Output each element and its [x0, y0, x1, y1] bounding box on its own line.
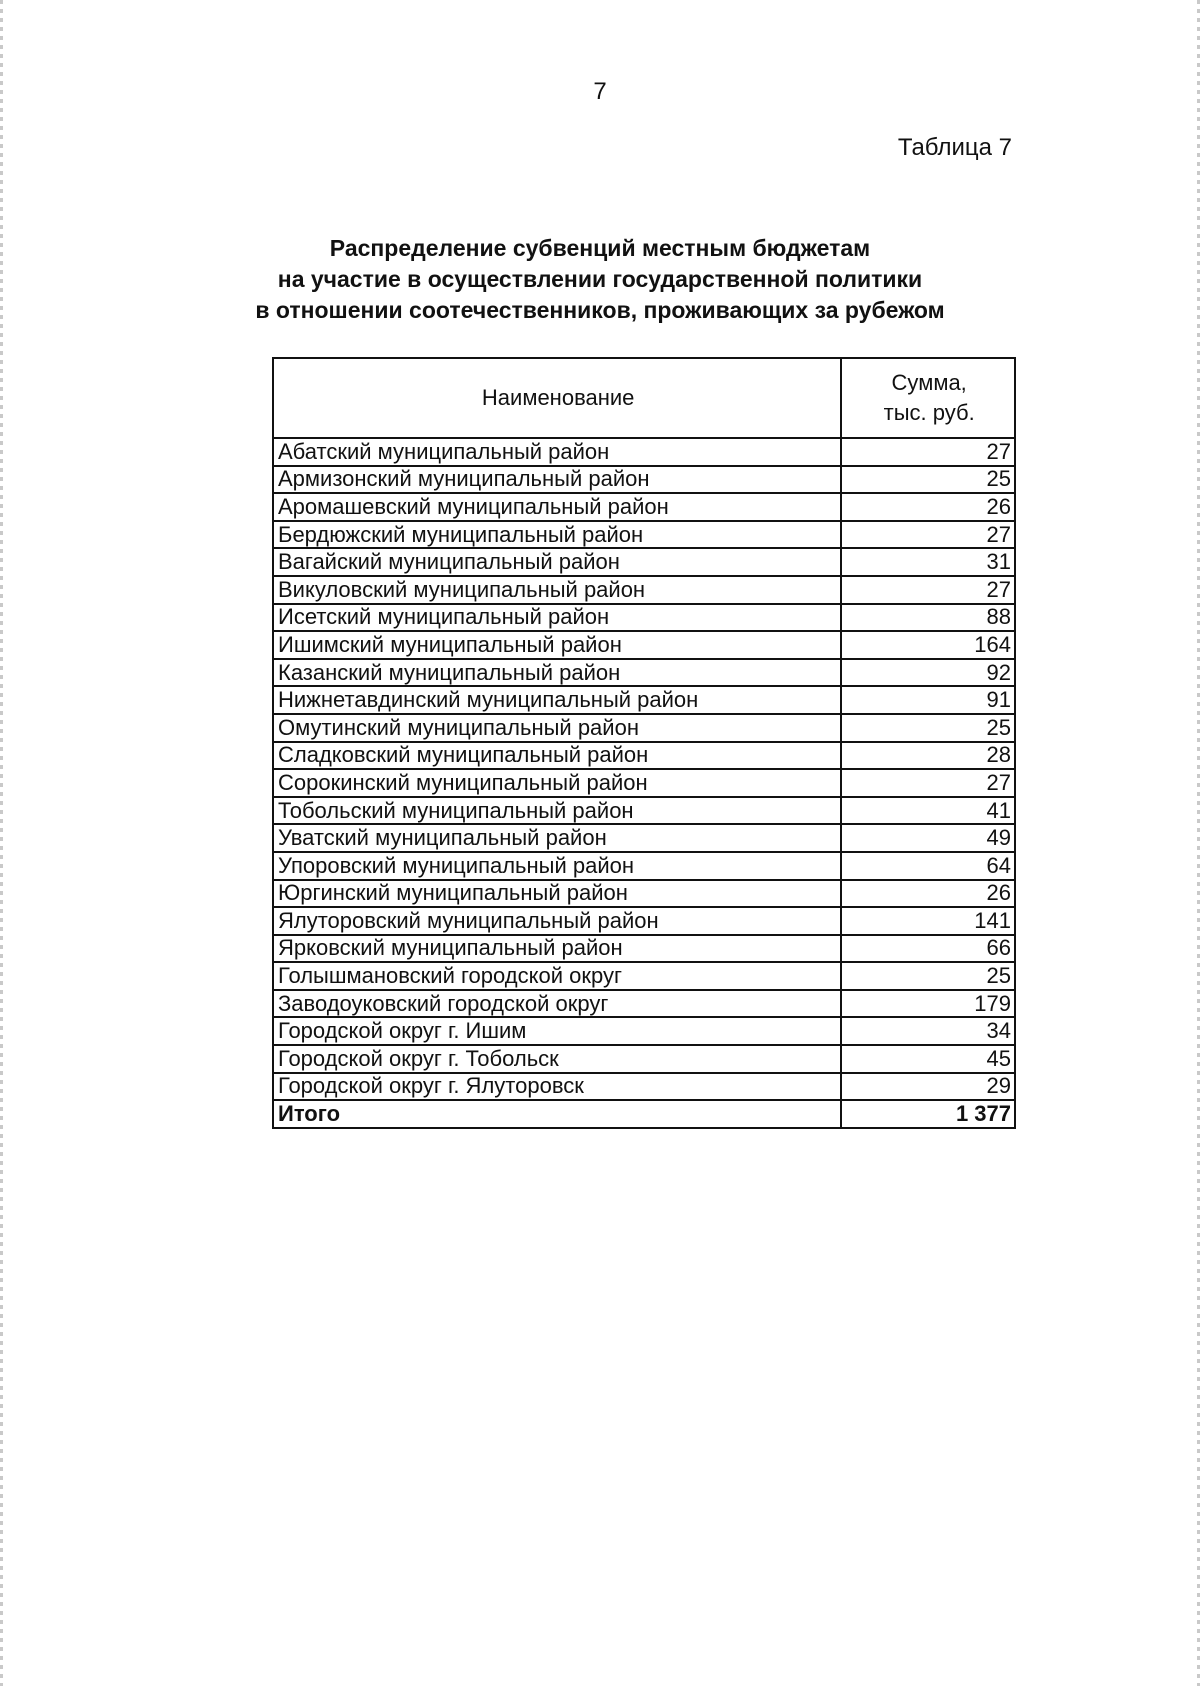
- row-sum: 25: [841, 714, 1015, 742]
- row-sum: 31: [841, 548, 1015, 576]
- row-sum: 25: [841, 962, 1015, 990]
- table-row: [273, 769, 1015, 797]
- row-sum: 41: [841, 797, 1015, 825]
- row-name: Городской округ г. Ялуторовск: [273, 1073, 841, 1101]
- title-line-2: на участие в осуществлении государственной политики: [277, 266, 923, 292]
- row-name: Ялуторовский муниципальный район: [273, 907, 841, 935]
- row-name: Исетский муниципальный район: [273, 604, 841, 632]
- total-sum: 1 377: [841, 1100, 1015, 1128]
- table-row: [273, 962, 1015, 990]
- row-sum: 25: [841, 466, 1015, 494]
- row-name: Упоровский муниципальный район: [273, 852, 841, 880]
- row-sum: 64: [841, 852, 1015, 880]
- table-row: [273, 686, 1015, 714]
- header-sum: [841, 358, 1015, 438]
- row-sum: 88: [841, 604, 1015, 632]
- row-name: Голышмановский городской округ: [273, 962, 841, 990]
- row-sum: 66: [841, 935, 1015, 963]
- table-row: [273, 1017, 1015, 1045]
- row-name: Уватский муниципальный район: [273, 824, 841, 852]
- row-name: Бердюжский муниципальный район: [273, 521, 841, 549]
- table-row: [273, 880, 1015, 908]
- row-sum: 164: [841, 631, 1015, 659]
- table-row: [273, 1045, 1015, 1073]
- table-row: [273, 659, 1015, 687]
- row-sum: 26: [841, 880, 1015, 908]
- row-sum: 27: [841, 521, 1015, 549]
- row-sum: 49: [841, 824, 1015, 852]
- row-sum: 91: [841, 686, 1015, 714]
- row-name: Заводоуковский городской округ: [273, 990, 841, 1018]
- row-sum: 28: [841, 742, 1015, 770]
- row-name: Юргинский муниципальный район: [273, 880, 841, 908]
- table-row: [273, 1073, 1015, 1101]
- row-sum: 92: [841, 659, 1015, 687]
- row-sum: 141: [841, 907, 1015, 935]
- row-sum: 27: [841, 576, 1015, 604]
- document-title: [0, 233, 1200, 326]
- title-line-3: в отношении соотечественников, проживающих за рубежом: [255, 297, 945, 323]
- row-sum: 27: [841, 769, 1015, 797]
- row-name: Абатский муниципальный район: [273, 438, 841, 466]
- row-sum: 45: [841, 1045, 1015, 1073]
- table-row: [273, 438, 1015, 466]
- page-number: 7: [593, 78, 607, 105]
- table-row: [273, 604, 1015, 632]
- table-row: [273, 576, 1015, 604]
- row-name: Казанский муниципальный район: [273, 659, 841, 687]
- header-sum-line-2: тыс. руб.: [883, 400, 975, 425]
- subvention-table: [272, 357, 1016, 1129]
- table-row: [273, 521, 1015, 549]
- table-label: Таблица 7: [897, 134, 1012, 161]
- header-name: Наименование: [273, 358, 841, 438]
- row-name: Аромашевский муниципальный район: [273, 493, 841, 521]
- table-row: [273, 548, 1015, 576]
- table-row: [273, 990, 1015, 1018]
- row-name: Городской округ г. Ишим: [273, 1017, 841, 1045]
- total-row: [273, 1100, 1015, 1128]
- row-name: Викуловский муниципальный район: [273, 576, 841, 604]
- row-name: Сорокинский муниципальный район: [273, 769, 841, 797]
- row-sum: 34: [841, 1017, 1015, 1045]
- total-label: Итого: [273, 1100, 841, 1128]
- row-name: Сладковский муниципальный район: [273, 742, 841, 770]
- row-name: Вагайский муниципальный район: [273, 548, 841, 576]
- row-sum: 29: [841, 1073, 1015, 1101]
- row-sum: 179: [841, 990, 1015, 1018]
- table-row: [273, 824, 1015, 852]
- table-row: [273, 466, 1015, 494]
- table-row: [273, 907, 1015, 935]
- table-row: [273, 852, 1015, 880]
- table-row: [273, 714, 1015, 742]
- table-row: [273, 742, 1015, 770]
- row-name: Тобольский муниципальный район: [273, 797, 841, 825]
- row-name: Армизонский муниципальный район: [273, 466, 841, 494]
- table-row: [273, 797, 1015, 825]
- table-body: [273, 438, 1015, 1128]
- row-sum: 26: [841, 493, 1015, 521]
- table-row: [273, 935, 1015, 963]
- title-line-1: Распределение субвенций местным бюджетам: [329, 235, 871, 261]
- row-name: Городской округ г. Тобольск: [273, 1045, 841, 1073]
- header-row: [273, 358, 1015, 438]
- header-sum-line-1: Сумма,: [891, 370, 967, 395]
- row-name: Ишимский муниципальный район: [273, 631, 841, 659]
- row-sum: 27: [841, 438, 1015, 466]
- table-row: [273, 493, 1015, 521]
- row-name: Ярковский муниципальный район: [273, 935, 841, 963]
- row-name: Омутинский муниципальный район: [273, 714, 841, 742]
- row-name: Нижнетавдинский муниципальный район: [273, 686, 841, 714]
- table-row: [273, 631, 1015, 659]
- table-header: [273, 358, 1015, 438]
